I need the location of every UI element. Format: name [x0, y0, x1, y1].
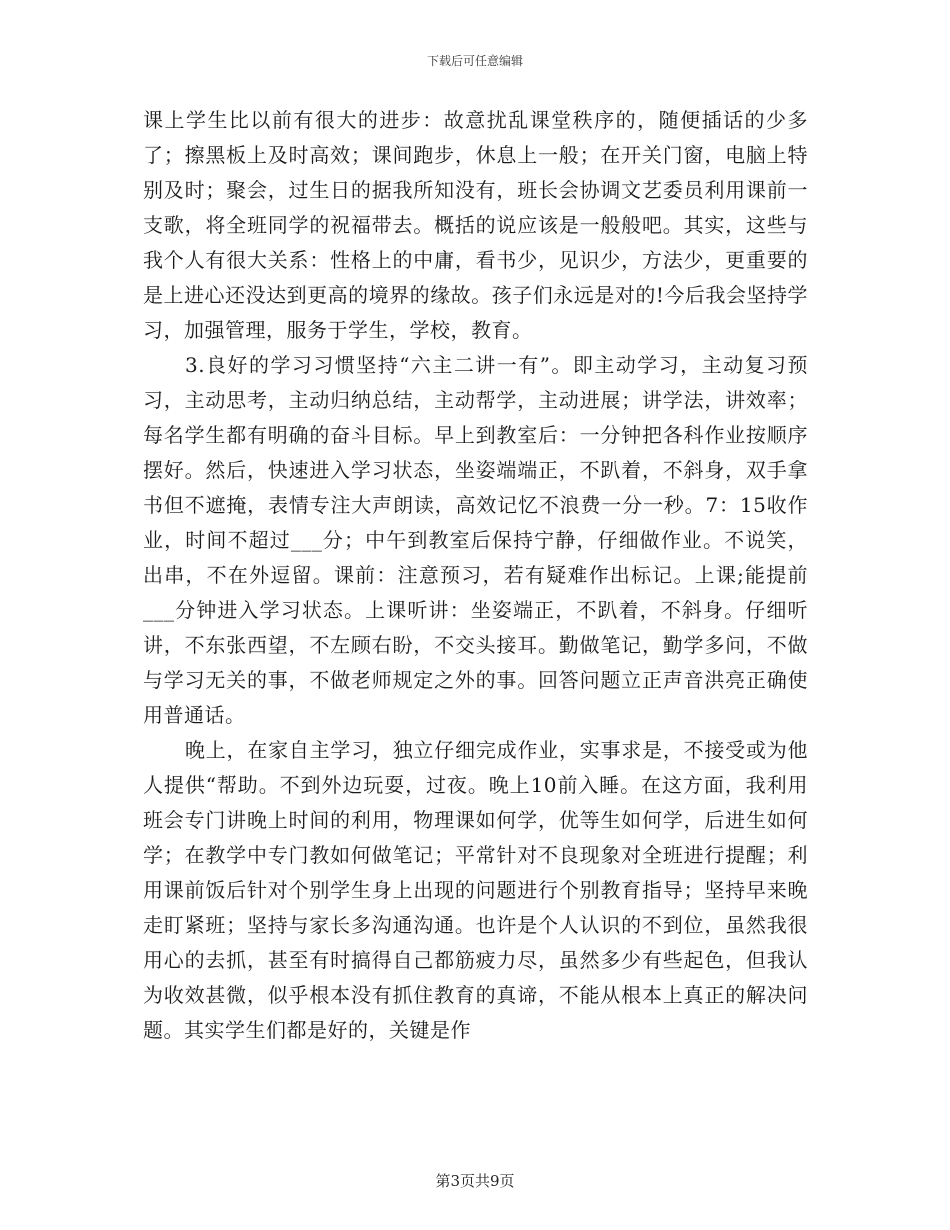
- page-number: 第3页共9页: [435, 1172, 515, 1190]
- paragraph-study-habits: 3.良好的学习习惯坚持“六主二讲一有”。即主动学习，主动复习预习，主动思考，主动归纳总结，主动帮学，主动进展；讲学法，讲效率；每名学生都有明确的奋斗目标。早上到教室后：一分钟把各科作业按顺序摆好。然后，快速进入学习状态，坐姿端端正，不趴着，不斜身，双手拿书但不遮掩，表情专注大声朗读，高效记忆不浪费一分一秒。7：15收作业，时间不超过___分；中午到教室后保持宁静，仔细做作业。不说笑，出串，不在外逗留。课前：注意预习，若有疑难作出标记。上课;能提前___分钟进入学习状态。上课听讲：坐姿端正，不趴着，不斜身。仔细听讲，不东张西望，不左顾右盼，不交头接耳。勤做笔记，勤学多问，不做与学习无关的事，不做老师规定之外的事。回答问题立正声音洪亮正确使用普通话。: [143, 353, 808, 727]
- paragraph-evening-study: 晚上，在家自主学习，独立仔细完成作业，实事求是，不接受或为他人提供“帮助。不到外边玩耍，过夜。晚上10前入睡。在这方面，我利用班会专门讲晚上时间的利用，物理课如何学，优等生如何学，后进生如何学；在教学中专门教如何做笔记；平常针对不良现象对全班进行提醒；利用课前饭后针对个别学生身上出现的问题进行个别教育指导；坚持早来晚走盯紧班；坚持与家长多沟通沟通。也许是个人认识的不到位，虽然我很用心的去抓，甚至有时搞得自己都筋疲力尽，虽然多少有些起色，但我认为收效甚微，似乎根本没有抓住教育的真谛，不能从根本上真正的解决问题。其实学生们都是好的，关键是作: [143, 738, 808, 1042]
- paragraph-continuation: 课上学生比以前有很大的进步：故意扰乱课堂秩序的，随便插话的少多了；擦黑板上及时高效；课间跑步，休息上一般；在开关门窗，电脑上特别及时；聚会，过生日的据我所知没有，班长会协调文艺委员利用课前一支歌，将全班同学的祝福带去。概括的说应该是一般般吧。其实，这些与我个人有很大关系：性格上的中庸，看书少，见识少，方法少，更重要的是上进心还没达到更高的境界的缘故。孩子们永远是对的!今后我会坚持学习，加强管理，服务于学生，学校，教育。: [143, 108, 808, 342]
- page-header: 下载后可任意编辑: [426, 54, 523, 68]
- document-body: [143, 103, 808, 1048]
